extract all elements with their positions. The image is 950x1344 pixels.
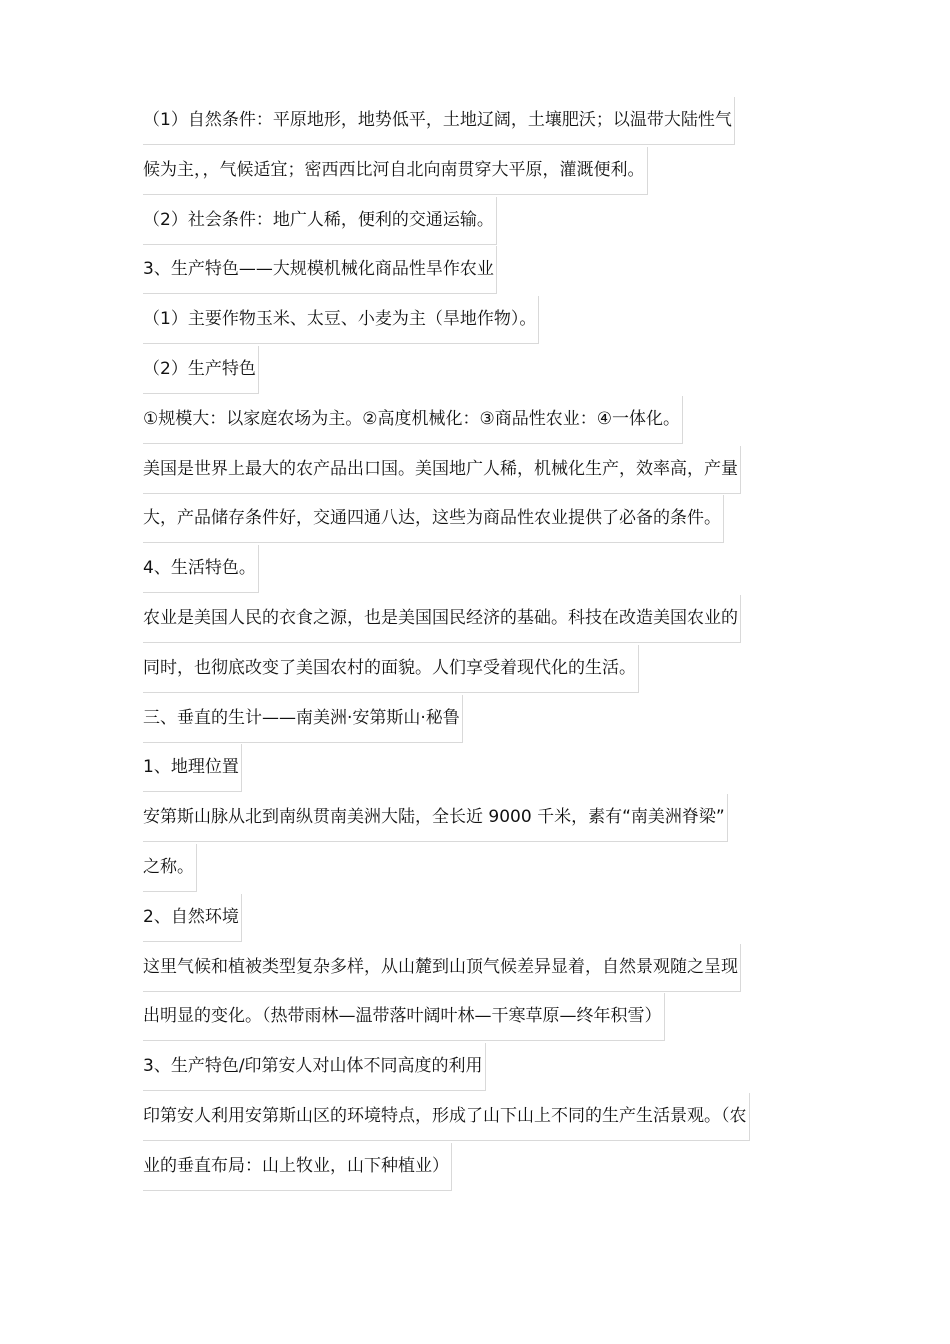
- text-line-content: 3、生产特色——大规模机械化商品性旱作农业: [143, 246, 497, 294]
- text-line-content: 这里气候和植被类型复杂多样，从山麓到山顶气候差异显着，自然景观随之呈现: [143, 944, 741, 992]
- text-line-content: （2）生产特色: [143, 346, 259, 394]
- text-line: [143, 944, 843, 994]
- text-line: [143, 595, 843, 645]
- text-line: [143, 147, 843, 197]
- text-line-content: 农业是美国人民的衣食之源，也是美国国民经济的基础。科技在改造美国农业的: [143, 595, 741, 643]
- text-line: [143, 446, 843, 496]
- text-line: [143, 346, 843, 396]
- text-line-content: 安第斯山脉从北到南纵贯南美洲大陆，全长近 9000 千米，素有“南美洲脊梁”: [143, 794, 728, 842]
- chapter-heading: [143, 695, 843, 745]
- text-body: [143, 97, 843, 1193]
- text-line-content: 三、垂直的生计——南美洲·安第斯山·秘鲁: [143, 695, 463, 743]
- text-line: [143, 495, 843, 545]
- text-line: [143, 1093, 843, 1143]
- text-line-content: 大，产品储存条件好，交通四通八达，这些为商品性农业提供了必备的条件。: [143, 495, 724, 543]
- section-heading: [143, 545, 843, 595]
- text-line-content: 之称。: [143, 844, 197, 892]
- text-line-content: （1）主要作物玉米、太豆、小麦为主（旱地作物）。: [143, 296, 539, 344]
- section-heading: [143, 246, 843, 296]
- text-line: [143, 844, 843, 894]
- section-heading: [143, 894, 843, 944]
- text-line: [143, 296, 843, 346]
- section-heading: [143, 1043, 843, 1093]
- text-line: [143, 1143, 843, 1193]
- text-line-content: 业的垂直布局：山上牧业，山下种植业）: [143, 1143, 452, 1191]
- text-line-content: （1）自然条件：平原地形，地势低平，土地辽阔，土壤肥沃；以温带大陆性气: [143, 97, 735, 145]
- text-line-content: 1、地理位置: [143, 744, 242, 792]
- text-line-content: 印第安人利用安第斯山区的环境特点，形成了山下山上不同的生产生活景观。（农: [143, 1093, 750, 1141]
- text-line: [143, 197, 843, 247]
- text-line-content: 美国是世界上最大的农产品出口国。美国地广人稀，机械化生产，效率高，产量: [143, 446, 741, 494]
- section-heading: [143, 744, 843, 794]
- text-line: [143, 993, 843, 1043]
- text-line-content: 2、自然环境: [143, 894, 242, 942]
- text-line-content: 4、生活特色。: [143, 545, 259, 593]
- text-line: [143, 645, 843, 695]
- text-line-content: 同时，也彻底改变了美国农村的面貌。人们享受着现代化的生活。: [143, 645, 639, 693]
- text-line: [143, 97, 843, 147]
- text-line: [143, 794, 843, 844]
- text-line-content: （2）社会条件：地广人稀，便利的交通运输。: [143, 197, 497, 245]
- text-line-content: 3、生产特色/印第安人对山体不同高度的利用: [143, 1043, 486, 1091]
- text-line: [143, 396, 843, 446]
- text-line-content: ①规模大：以家庭农场为主。②高度机械化：③商品性农业：④一体化。: [143, 396, 683, 444]
- text-line-content: 候为主，，气候适宜；密西西比河自北向南贯穿大平原，灌溉便利。: [143, 147, 648, 195]
- text-line-content: 出明显的变化。（热带雨林—温带落叶阔叶林—干寒草原—终年积雪）: [143, 993, 665, 1041]
